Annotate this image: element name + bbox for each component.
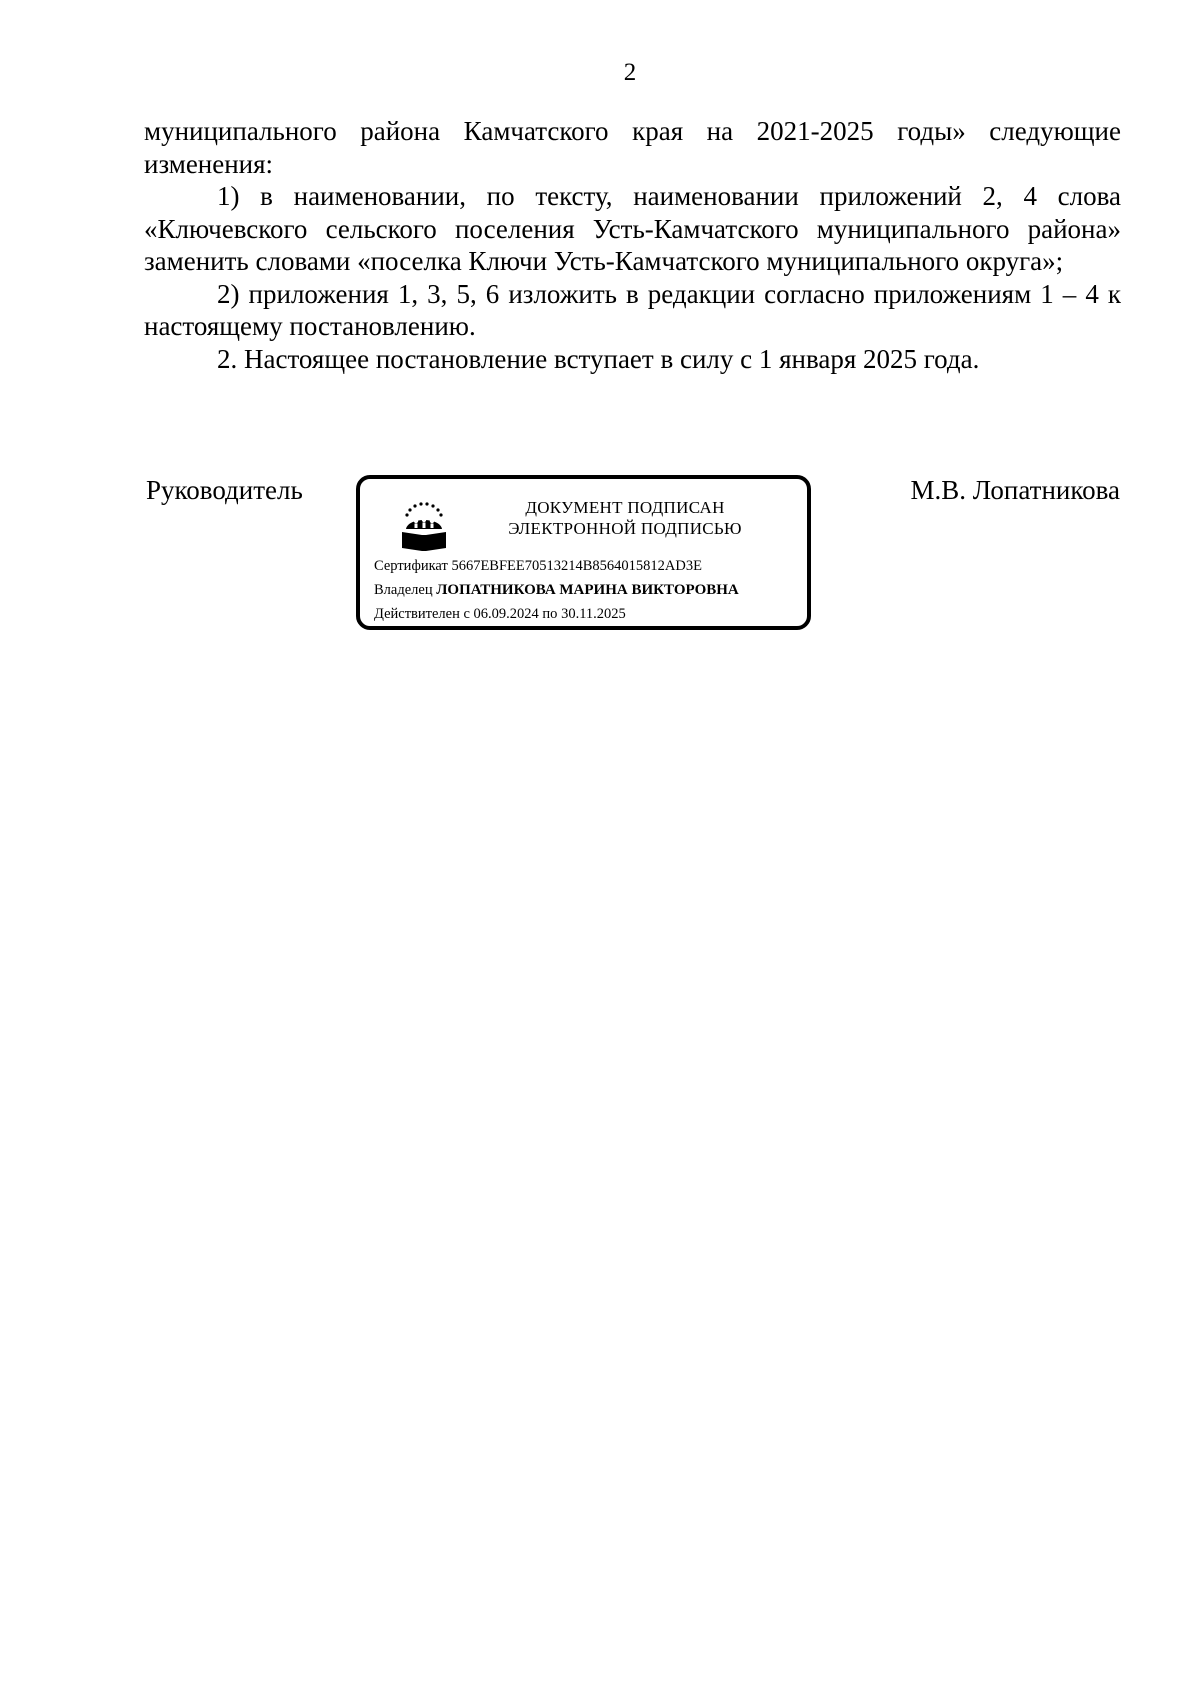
certificate-value: 5667EBFEE70513214B8564015812AD3E xyxy=(451,558,702,574)
owner-value: ЛОПАТНИКОВА МАРИНА ВИКТОРОВНА xyxy=(436,582,739,598)
stamp-title-line-1: ДОКУМЕНТ ПОДПИСАН xyxy=(525,498,725,517)
stamp-title-line-2: ЭЛЕКТРОННОЙ ПОДПИСЬЮ xyxy=(508,519,742,538)
owner-label: Владелец xyxy=(374,582,433,598)
paragraph-effective-date: 2. Настоящее постановление вступает в силу с 1 января 2025 года. xyxy=(217,343,980,374)
paragraph-item-2: 2) приложения 1, 3, 5, 6 изложить в редакции согласно приложениям 1 – 4 к настоящему постановлению. xyxy=(144,278,1121,341)
paragraph-item-1: 1) в наименовании, по тексту, наименовании приложений 2, 4 слова «Ключевского сельского поселения Усть-Камчатского муниципального района» заменить словами «поселка Ключи Усть-Камчатского муниципального округа»; xyxy=(144,181,1121,276)
page-number: 2 xyxy=(623,59,637,86)
validity-to: 30.11.2025 xyxy=(561,606,626,622)
stamp-certificate-line xyxy=(374,557,702,575)
electronic-signature-stamp xyxy=(356,475,811,630)
signer-role: Руководитель xyxy=(146,475,303,505)
paragraph-continuation-1: муниципального района Камчатского края на 2021-2025 годы» следующие изменения: xyxy=(144,116,1121,179)
coat-of-arms-emblem-icon xyxy=(398,499,448,555)
validity-label: Действителен с xyxy=(374,606,470,622)
stamp-owner-line xyxy=(374,581,739,599)
document-body xyxy=(144,115,1121,375)
stamp-validity-line xyxy=(374,605,626,623)
validity-to-label: по xyxy=(542,606,558,622)
validity-from: 06.09.2024 xyxy=(473,606,539,622)
signer-name: М.В. Лопатникова xyxy=(910,475,1120,505)
stamp-title xyxy=(460,497,790,539)
certificate-label: Сертификат xyxy=(374,558,448,574)
